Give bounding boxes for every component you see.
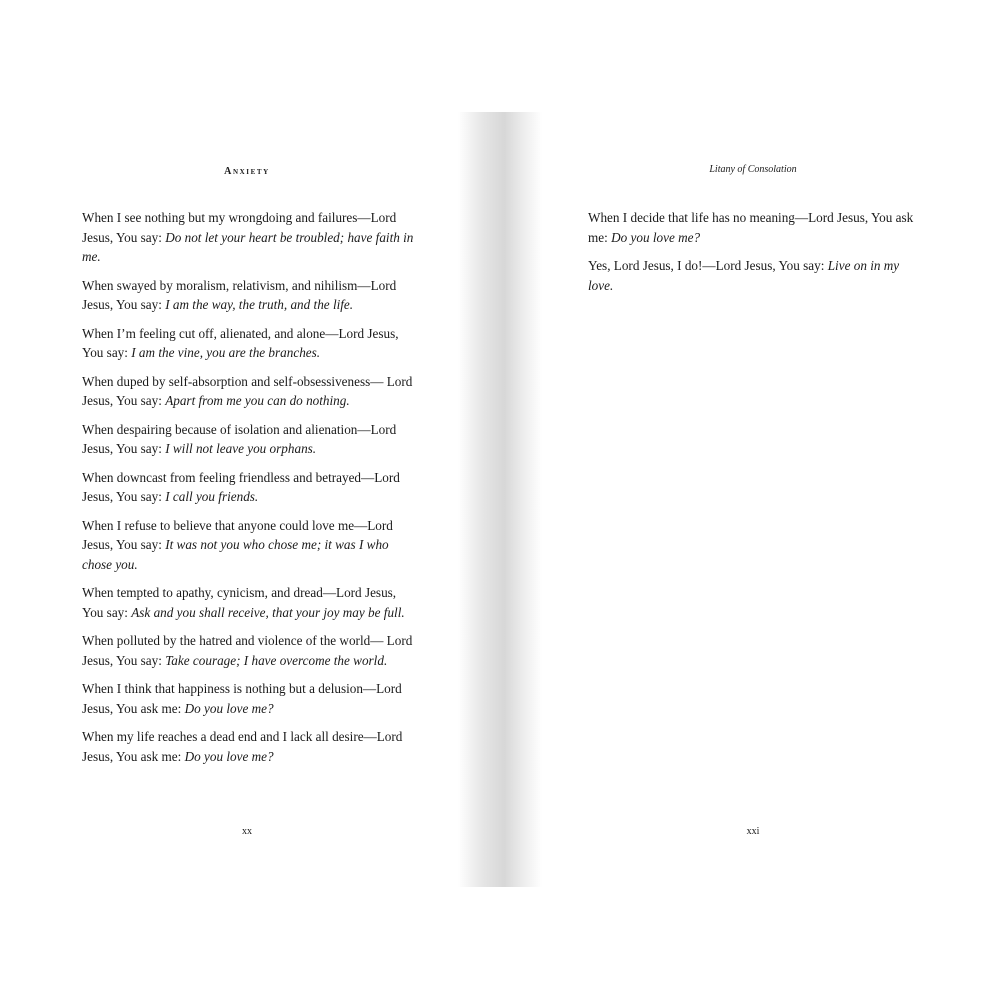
stanza-lead: When I think that happiness is nothing but a delusion—Lord Jesus, You ask me: [82, 681, 402, 716]
stanza-lead: When my life reaches a dead end and I lack all desire—Lord Jesus, You ask me: [82, 729, 403, 764]
stanza-lead: When tempted to apathy, cynicism, and dread—Lord Jesus, You say: [82, 585, 397, 620]
litany-stanza [82, 727, 417, 766]
stanza-lead: When I see nothing but my wrongdoing and failures—Lord Jesus, You say: [82, 210, 397, 245]
right-page-number: xxi [746, 826, 760, 837]
stanza-response: Ask and you shall receive, that your joy may be full. [131, 604, 405, 620]
stanza-response: I will not leave you orphans. [165, 441, 317, 456]
litany-stanza [82, 631, 417, 670]
left-page-text [82, 208, 417, 775]
stanza-response: I call you friends. [165, 489, 259, 504]
stanza-lead: When despairing because of isolation and alienation—Lord Jesus, You say: [82, 421, 397, 456]
litany-stanza [82, 583, 417, 622]
stanza-response: Do you love me? [184, 748, 274, 764]
left-page-number: xx [242, 826, 252, 837]
stanza-lead: When polluted by the hatred and violence of the world— Lord Jesus, You say: [82, 633, 413, 668]
stanza-response: Do you love me? [184, 700, 274, 716]
stanza-lead: Yes, Lord Jesus, I do!—Lord Jesus, You say: [588, 258, 828, 273]
litany-stanza [82, 208, 417, 267]
litany-stanza [82, 372, 417, 411]
stanza-response: Take courage; I have overcome the world. [165, 652, 388, 668]
litany-stanza [82, 468, 417, 507]
litany-stanza [82, 516, 417, 575]
stanza-response: Apart from me you can do nothing. [165, 393, 350, 408]
stanza-lead: When I refuse to believe that anyone could love me—Lord Jesus, You say: [82, 517, 393, 552]
stanza-response: Live on in my love. [588, 258, 900, 293]
right-running-head: Litany of Consolation [709, 164, 797, 175]
litany-stanza [588, 256, 923, 295]
stanza-response: Do not let your heart be troubled; have faith in me. [82, 229, 414, 264]
stanza-lead: When I’m feeling cut off, alienated, and alone—Lord Jesus, You say: [82, 325, 399, 360]
right-page-text [588, 208, 923, 304]
stanza-response: It was not you who chose me; it was I who chose you. [82, 537, 389, 572]
litany-stanza [82, 324, 417, 363]
stanza-response: I am the way, the truth, and the life. [165, 297, 354, 312]
litany-stanza [82, 276, 417, 315]
litany-stanza [82, 420, 417, 459]
left-running-head: Anxiety [224, 166, 270, 177]
stanza-lead: When swayed by moralism, relativism, and nihilism—Lord Jesus, You say: [82, 277, 397, 312]
stanza-lead: When downcast from feeling friendless and betrayed—Lord Jesus, You say: [82, 469, 400, 504]
litany-stanza [588, 208, 923, 247]
stanza-response: Do you love me? [611, 229, 701, 245]
stanza-lead: When duped by self-absorption and self-obsessiveness— Lord Jesus, You say: [82, 373, 413, 408]
stanza-lead: When I decide that life has no meaning—Lord Jesus, You ask me: [588, 210, 914, 245]
page-gutter-shadow [458, 112, 542, 887]
litany-stanza [82, 679, 417, 718]
stanza-response: I am the vine, you are the branches. [131, 345, 321, 360]
